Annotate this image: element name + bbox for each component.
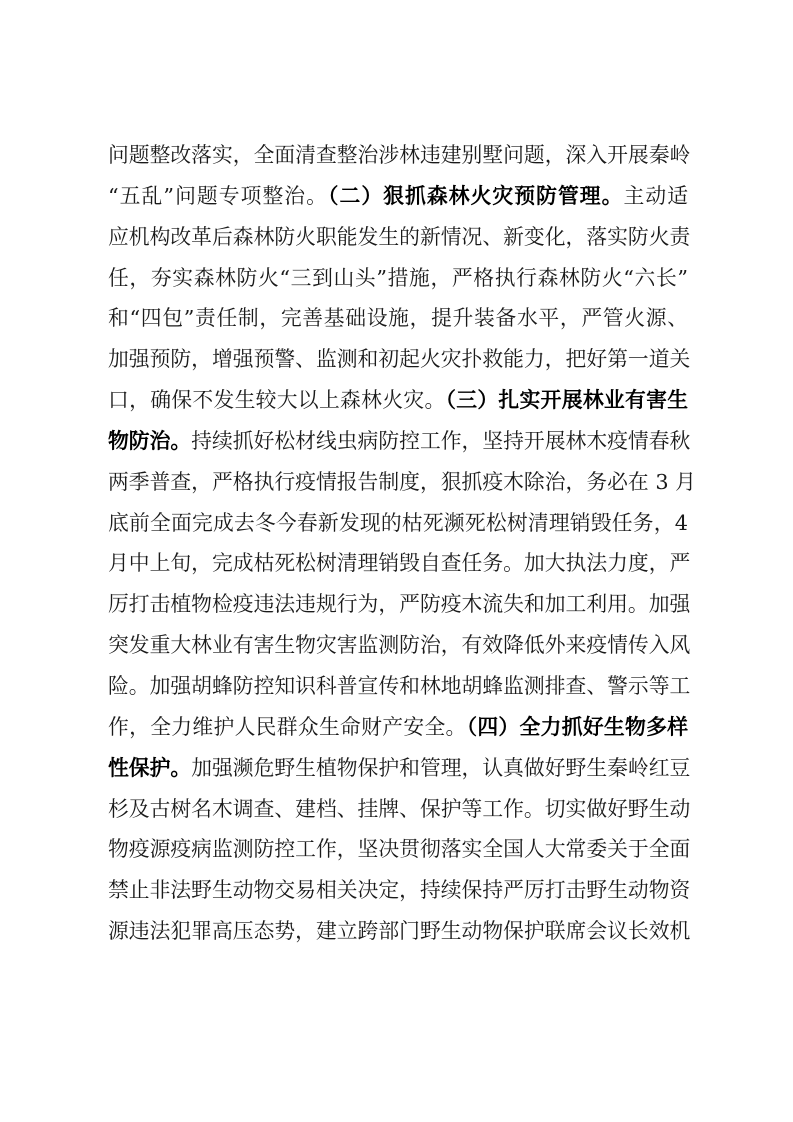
text-line bbox=[108, 217, 691, 258]
body-text-run: 加强预防，增强预警、监测和初起火灾扑救能力，把好第一道关 bbox=[108, 347, 691, 372]
text-line bbox=[108, 829, 691, 870]
text-line bbox=[108, 298, 688, 339]
body-text-run: 月中上旬，完成枯死松树清理销毁自查任务。加大执法力度，严 bbox=[108, 551, 691, 576]
text-line bbox=[108, 176, 688, 217]
section-heading-text: 物防治。 bbox=[108, 428, 192, 453]
body-text-run: 杉及古树名木调查、建档、挂牌、保护等工作。切实做好野生动 bbox=[108, 796, 691, 821]
text-line bbox=[108, 462, 696, 503]
text-line bbox=[108, 789, 691, 830]
body-text-run: 任，夯实森林防火“三到山头”措施，严格执行森林防火“六长” bbox=[108, 265, 688, 290]
text-line bbox=[108, 707, 688, 748]
body-text-run: 两季普查，严格执行疫情报告制度，狠抓疫木除治，务必在 3 月 bbox=[108, 469, 696, 494]
text-line bbox=[108, 421, 691, 462]
text-line bbox=[108, 135, 691, 176]
body-text-run: 底前全面完成去冬今春新发现的枯死濒死松树清理销毁任务，4 bbox=[108, 510, 688, 535]
body-text-run: 口，确保不发生较大以上森林火灾。 bbox=[108, 388, 446, 413]
body-text-run: 和“四包”责任制，完善基础设施，提升装备水平，严管火源、 bbox=[108, 306, 688, 331]
body-paragraph bbox=[108, 135, 696, 952]
text-line bbox=[108, 258, 688, 299]
text-line bbox=[108, 503, 688, 544]
section-heading-text: 性保护。 bbox=[108, 755, 192, 780]
text-line bbox=[108, 584, 691, 625]
text-line bbox=[108, 748, 691, 789]
body-text-run: 厉打击植物检疫违法违规行为，严防疫木流失和加工利用。加强 bbox=[108, 592, 691, 617]
body-text-run: 问题整改落实，全面清查整治涉林违建别墅问题，深入开展秦岭 bbox=[108, 143, 691, 167]
text-line bbox=[108, 339, 691, 380]
body-text-run: 物疫源疫病监测防控工作，坚决贯彻落实全国人大常委关于全面 bbox=[108, 837, 691, 862]
section-heading-text: （四）全力抓好生物多样 bbox=[466, 714, 688, 739]
body-text-run: 主动适 bbox=[623, 183, 688, 208]
text-line bbox=[108, 625, 691, 666]
section-heading-text: （三）扎实开展林业有害生 bbox=[445, 388, 688, 413]
text-line bbox=[108, 666, 691, 707]
body-text-run: 作，全力维护人民群众生命财产安全。 bbox=[108, 714, 467, 739]
body-text-run: “五乱”问题专项整治。 bbox=[108, 183, 329, 208]
section-heading-text: （二）狠抓森林火灾预防管理。 bbox=[328, 183, 624, 208]
body-text-run: 加强濒危野生植物保护和管理，认真做好野生秦岭红豆 bbox=[191, 755, 691, 780]
body-text-run: 险。加强胡蜂防控知识科普宣传和林地胡蜂监测排查、警示等工 bbox=[108, 673, 691, 698]
body-text-run: 突发重大林业有害生物灾害监测防治，有效降低外来疫情传入风 bbox=[108, 633, 691, 658]
body-text-run: 源违法犯罪高压态势，建立跨部门野生动物保护联席会议长效机 bbox=[108, 919, 691, 944]
body-text-run: 禁止非法野生动物交易相关决定，持续保持严厉打击野生动物资 bbox=[108, 878, 691, 903]
text-line bbox=[108, 543, 691, 584]
body-text-run: 持续抓好松材线虫病防控工作，坚持开展林木疫情春秋 bbox=[191, 428, 691, 453]
text-line bbox=[108, 870, 691, 911]
text-line bbox=[108, 380, 688, 421]
text-line bbox=[108, 911, 691, 952]
body-text-run: 应机构改革后森林防火职能发生的新情况、新变化，落实防火责 bbox=[108, 224, 691, 249]
